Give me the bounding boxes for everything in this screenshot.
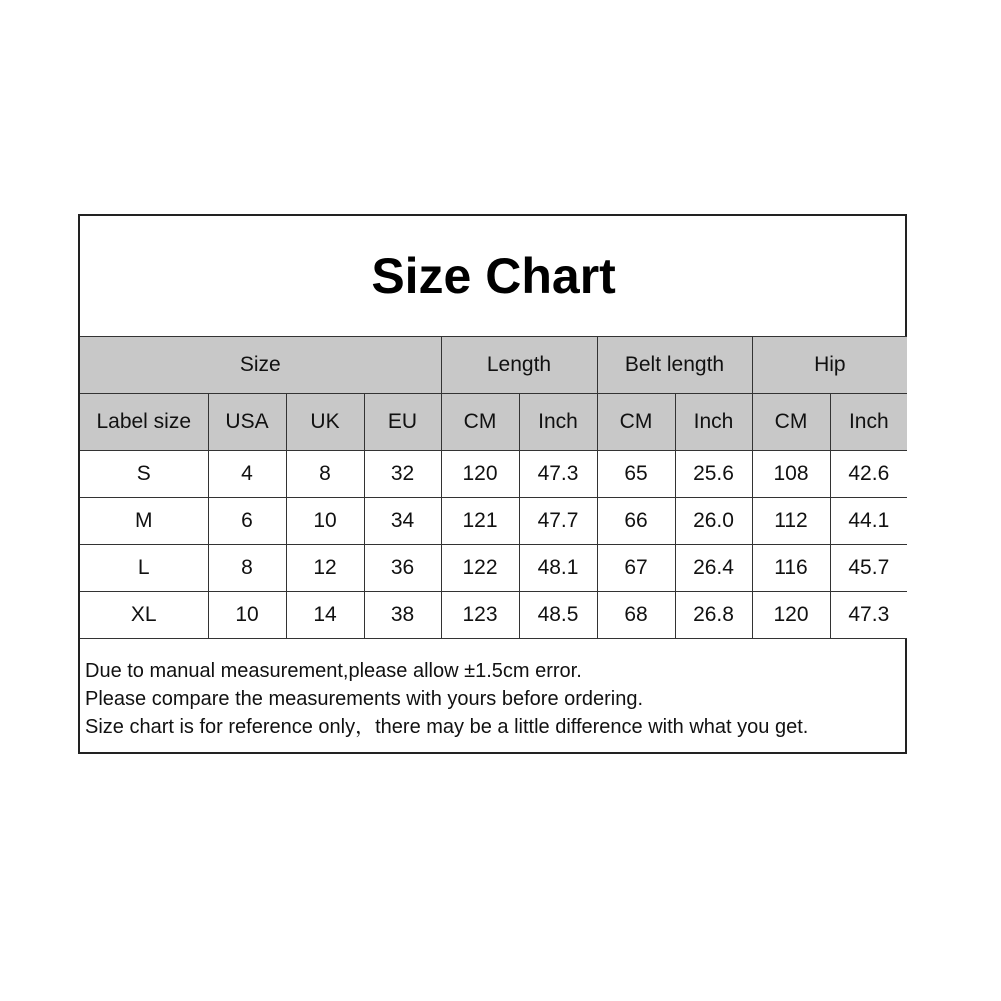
uk-header: UK (286, 394, 364, 451)
note-line: Please compare the measurements with yours before ordering. (85, 688, 644, 710)
table-cell: 32 (364, 451, 441, 498)
table-row (80, 545, 907, 592)
table-cell: 26.0 (675, 498, 752, 545)
belt-inch-header: Inch (675, 394, 752, 451)
table-cell: 47.7 (519, 498, 597, 545)
table-cell: 112 (752, 498, 830, 545)
table-cell: XL (80, 592, 208, 639)
length-inch-header: Inch (519, 394, 597, 451)
table-cell: 12 (286, 545, 364, 592)
group-header-hip: Hip (752, 337, 907, 394)
table-cell: M (80, 498, 208, 545)
table-cell: S (80, 451, 208, 498)
table-cell: 8 (286, 451, 364, 498)
table-cell: 68 (597, 592, 675, 639)
chart-title: Size Chart (80, 216, 907, 337)
table-cell: 120 (752, 592, 830, 639)
table-cell: 67 (597, 545, 675, 592)
table-cell: 10 (208, 592, 286, 639)
table-cell: 108 (752, 451, 830, 498)
table-cell: 122 (441, 545, 519, 592)
table-cell: 42.6 (830, 451, 907, 498)
table-cell: 6 (208, 498, 286, 545)
table-cell: 48.1 (519, 545, 597, 592)
usa-header: USA (208, 394, 286, 451)
table-cell: 36 (364, 545, 441, 592)
table-cell: 25.6 (675, 451, 752, 498)
hip-cm-header: CM (752, 394, 830, 451)
size-chart-table (80, 216, 907, 639)
table-row (80, 498, 907, 545)
table-cell: 123 (441, 592, 519, 639)
table-cell: 14 (286, 592, 364, 639)
group-header-length: Length (441, 337, 597, 394)
length-cm-header: CM (441, 394, 519, 451)
table-cell: 47.3 (519, 451, 597, 498)
size-chart (78, 214, 907, 754)
label-size-header: Label size (80, 394, 208, 451)
eu-header: EU (364, 394, 441, 451)
group-header-size: Size (80, 337, 441, 394)
table-cell: 48.5 (519, 592, 597, 639)
measurement-notes (80, 639, 905, 741)
table-cell: 120 (441, 451, 519, 498)
table-cell: 44.1 (830, 498, 907, 545)
table-cell: 116 (752, 545, 830, 592)
table-cell: 4 (208, 451, 286, 498)
table-cell: 26.8 (675, 592, 752, 639)
table-row (80, 451, 907, 498)
table-cell: 38 (364, 592, 441, 639)
hip-inch-header: Inch (830, 394, 907, 451)
table-cell: 47.3 (830, 592, 907, 639)
table-cell: 26.4 (675, 545, 752, 592)
group-header-belt-length: Belt length (597, 337, 752, 394)
table-cell: L (80, 545, 208, 592)
note-line: Size chart is for reference only，there may be a little difference with what you get. (85, 716, 809, 738)
table-cell: 45.7 (830, 545, 907, 592)
table-cell: 121 (441, 498, 519, 545)
table-cell: 8 (208, 545, 286, 592)
note-line: Due to manual measurement,please allow ±1.5cm error. (85, 660, 582, 682)
table-row (80, 592, 907, 639)
table-cell: 66 (597, 498, 675, 545)
table-cell: 10 (286, 498, 364, 545)
belt-cm-header: CM (597, 394, 675, 451)
table-cell: 34 (364, 498, 441, 545)
table-cell: 65 (597, 451, 675, 498)
